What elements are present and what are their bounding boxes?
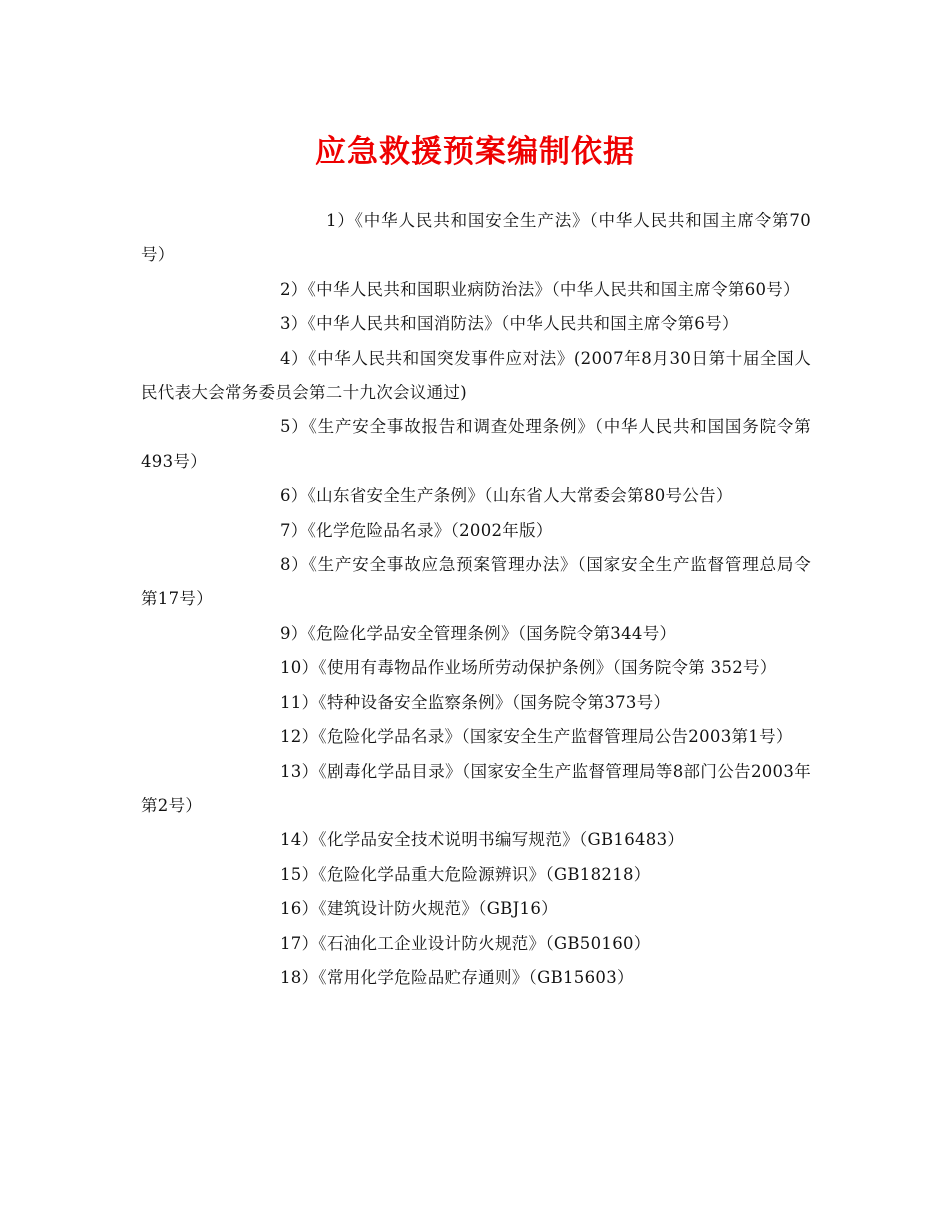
list-item: 4）《中华人民共和国突发事件应对法》(2007年8月30日第十届全国人民代表大会常务委员会第二十九次会议通过)	[141, 348, 811, 403]
reference-list	[141, 204, 811, 995]
list-item: 5）《生产安全事故报告和调查处理条例》（中华人民共和国国务院令第493号）	[141, 417, 811, 471]
list-item: 13）《剧毒化学品目录》（国家安全生产监督管理局等8部门公告2003年第2号）	[141, 761, 811, 815]
list-item: 6）《山东省安全生产条例》（山东省人大常委会第80号公告）	[280, 486, 733, 506]
list-item: 9）《危险化学品安全管理条例》（国务院令第344号）	[280, 623, 677, 643]
list-item: 15）《危险化学品重大危险源辨识》（GB18218）	[280, 864, 651, 884]
list-item: 1）《中华人民共和国安全生产法》（中华人民共和国主席令第70号）	[141, 211, 811, 265]
list-item: 14）《化学品安全技术说明书编写规范》（GB16483）	[280, 830, 685, 850]
list-item: 8）《生产安全事故应急预案管理办法》（国家安全生产监督管理总局令第17号）	[141, 555, 811, 609]
list-item: 18）《常用化学危险品贮存通则》（GB15603）	[280, 967, 634, 987]
list-item: 7）《化学危险品名录》（2002年版）	[280, 520, 553, 540]
list-item: 12）《危险化学品名录》（国家安全生产监督管理局公告2003第1号）	[280, 727, 793, 747]
list-item: 2）《中华人民共和国职业病防治法》（中华人民共和国主席令第60号）	[280, 279, 800, 299]
list-item: 10）《使用有毒物品作业场所劳动保护条例》（国务院令第 352号）	[280, 658, 777, 678]
document-title: 应急救援预案编制依据	[315, 134, 635, 170]
list-item: 11）《特种设备安全监察条例》（国务院令第373号）	[280, 692, 671, 712]
list-item: 16）《建筑设计防火规范》（GBJ16）	[280, 899, 558, 919]
list-item: 3）《中华人民共和国消防法》（中华人民共和国主席令第6号）	[280, 314, 739, 334]
list-item: 17）《石油化工企业设计防火规范》（GB50160）	[280, 933, 651, 953]
